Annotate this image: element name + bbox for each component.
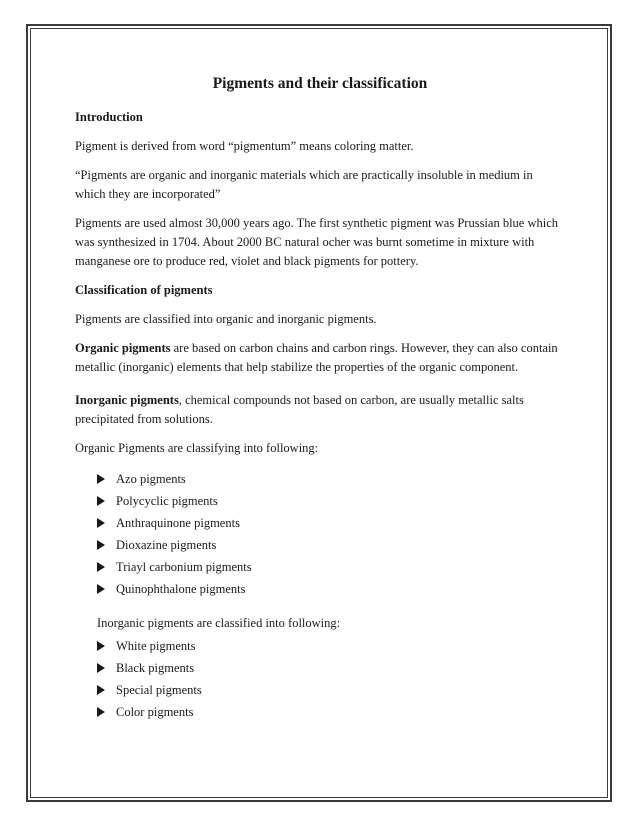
arrow-right-icon bbox=[97, 707, 105, 717]
arrow-right-icon bbox=[97, 518, 105, 528]
classification-paragraph: Pigments are classified into organic and inorganic pigments. bbox=[75, 312, 377, 326]
inorganic-pigments-term: Inorganic pigments bbox=[75, 393, 179, 407]
arrow-right-icon bbox=[97, 641, 105, 651]
list-item: Black pigments bbox=[97, 657, 565, 679]
arrow-right-icon bbox=[97, 685, 105, 695]
organic-pigments-paragraph bbox=[75, 339, 565, 377]
list-item: Polycyclic pigments bbox=[97, 490, 565, 512]
intro-paragraph-3: Pigments are used almost 30,000 years ago. The first synthetic pigment was Prussian blue which was synthesized in 1704. About 2000 BC natural ocher was burnt sometime in mixture with manganese ore to produce red, violet and black pigments for pottery. bbox=[75, 216, 559, 268]
inorganic-pigments-paragraph bbox=[75, 391, 565, 429]
inorganic-pigments-text: , chemical compounds not based on carbon, are usually metallic salts precipitated from solutions. bbox=[75, 393, 524, 426]
introduction-heading: Introduction bbox=[75, 110, 143, 124]
organic-pigments-text: are based on carbon chains and carbon rings. However, they can also contain metallic (inorganic) elements that help stabilize the properties of the organic component. bbox=[75, 341, 558, 374]
arrow-right-icon bbox=[97, 474, 105, 484]
list-item: Anthraquinone pigments bbox=[97, 512, 565, 534]
arrow-right-icon bbox=[97, 663, 105, 673]
organic-pigments-term: Organic pigments bbox=[75, 341, 171, 355]
list-item: Azo pigments bbox=[97, 468, 565, 490]
list-item: Triayl carbonium pigments bbox=[97, 556, 565, 578]
classification-heading: Classification of pigments bbox=[75, 283, 213, 297]
list-item: White pigments bbox=[97, 635, 565, 657]
organic-pigments-list bbox=[75, 468, 565, 600]
list-item: Special pigments bbox=[97, 679, 565, 701]
inorganic-list-intro: Inorganic pigments are classified into following: bbox=[97, 616, 341, 630]
list-item: Dioxazine pigments bbox=[97, 534, 565, 556]
intro-paragraph-2: “Pigments are organic and inorganic materials which are practically insoluble in medium in which they are incorporated” bbox=[75, 168, 533, 201]
document-body bbox=[75, 74, 565, 731]
list-item: Quinophthalone pigments bbox=[97, 578, 565, 600]
page-title: Pigments and their classification bbox=[212, 75, 428, 92]
arrow-right-icon bbox=[97, 584, 105, 594]
list-item: Color pigments bbox=[97, 701, 565, 723]
arrow-right-icon bbox=[97, 496, 105, 506]
arrow-right-icon bbox=[97, 562, 105, 572]
arrow-right-icon bbox=[97, 540, 105, 550]
organic-list-intro: Organic Pigments are classifying into following: bbox=[75, 441, 319, 455]
inorganic-pigments-list bbox=[75, 635, 565, 723]
intro-paragraph-1: Pigment is derived from word “pigmentum” means coloring matter. bbox=[75, 139, 414, 153]
